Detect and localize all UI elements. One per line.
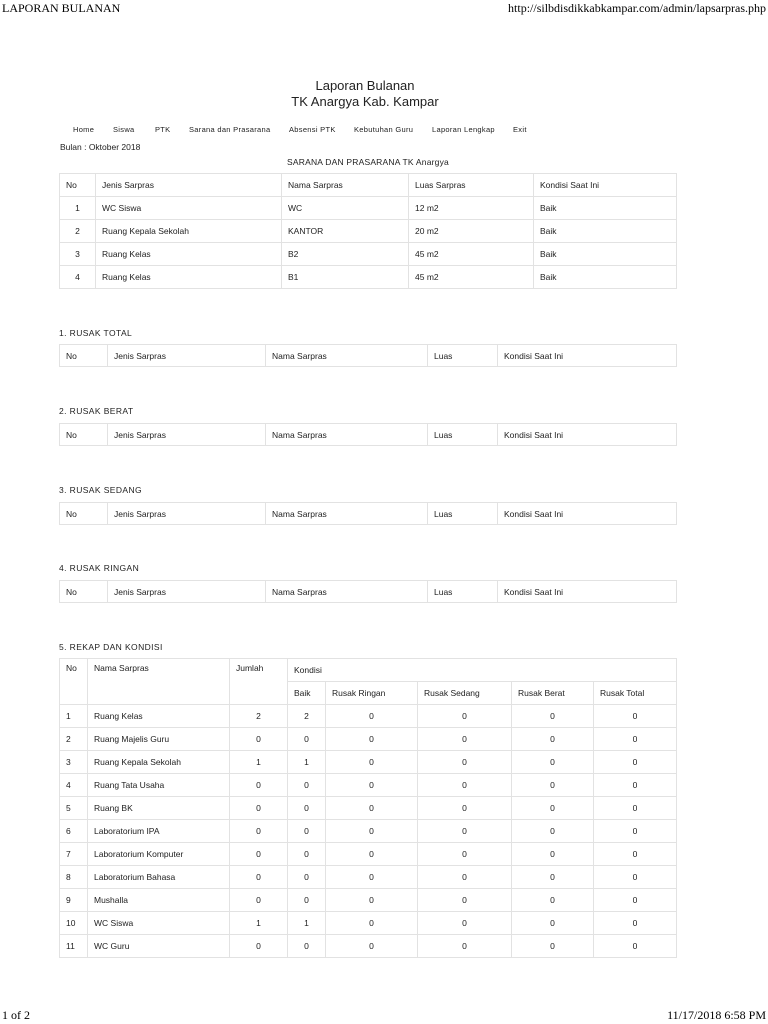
table-cell: 0 — [288, 843, 326, 866]
table-cell: 0 — [594, 820, 677, 843]
nav-home-link[interactable]: Home — [73, 125, 95, 134]
table-cell: 20 m2 — [409, 220, 534, 243]
section-title-rusak-sedang: 3. RUSAK SEDANG — [59, 485, 142, 495]
nav-exit-link[interactable]: Exit — [513, 125, 527, 134]
table-cell: 0 — [288, 889, 326, 912]
table-row — [60, 728, 677, 751]
table-header-cell: Nama Sarpras — [266, 581, 428, 603]
table-cell: 2 — [288, 705, 326, 728]
nav-sarpras-link[interactable]: Sarana dan Prasarana — [189, 125, 271, 134]
table-cell: 0 — [512, 797, 594, 820]
table-cell: 8 — [60, 866, 88, 889]
table-cell: 0 — [230, 820, 288, 843]
table-cell: 0 — [512, 820, 594, 843]
table-cell: 0 — [418, 843, 512, 866]
table-cell: 4 — [60, 774, 88, 797]
table-header-cell: Nama Sarpras — [282, 174, 409, 197]
table-header-cell: Kondisi Saat Ini — [498, 503, 677, 525]
table-cell: 0 — [512, 935, 594, 958]
table-cell: 0 — [230, 935, 288, 958]
table-header-cell: No — [60, 174, 96, 197]
table-cell: 0 — [288, 820, 326, 843]
table-header-row — [60, 581, 677, 603]
table-header-cell: No — [60, 503, 108, 525]
table-header-cell: Rusak Ringan — [326, 682, 418, 705]
table-cell: Ruang BK — [88, 797, 230, 820]
table-cell: 0 — [594, 935, 677, 958]
table-header-cell: Luas — [428, 581, 498, 603]
sarpras-table — [59, 173, 677, 289]
table-header-row — [60, 174, 677, 197]
table-header-row — [60, 345, 677, 367]
table-cell: 1 — [288, 912, 326, 935]
rusak-sedang-table — [59, 502, 677, 525]
table-header-row — [60, 503, 677, 525]
table-row — [60, 889, 677, 912]
table-header-cell: Rusak Total — [594, 682, 677, 705]
table-cell: 45 m2 — [409, 266, 534, 289]
table-row — [60, 820, 677, 843]
table-cell: Ruang Kelas — [88, 705, 230, 728]
table-cell: 0 — [594, 728, 677, 751]
table-cell: 0 — [326, 705, 418, 728]
table-cell: Ruang Kepala Sekolah — [96, 220, 282, 243]
page-number: 1 of 2 — [2, 1008, 30, 1022]
table-header-cell: Jenis Sarpras — [96, 174, 282, 197]
table-cell: 0 — [594, 843, 677, 866]
table-cell: 0 — [418, 889, 512, 912]
section-title-rusak-berat: 2. RUSAK BERAT — [59, 406, 134, 416]
table-cell: 0 — [418, 705, 512, 728]
table-row — [60, 774, 677, 797]
table-cell: 0 — [326, 866, 418, 889]
table-cell: 0 — [230, 774, 288, 797]
table-header-cell: Kondisi Saat Ini — [498, 345, 677, 367]
table-cell: 0 — [326, 889, 418, 912]
table-header-cell: Nama Sarpras — [266, 345, 428, 367]
table-row — [60, 912, 677, 935]
table-header-cell: Luas — [428, 345, 498, 367]
table-row — [60, 935, 677, 958]
table-cell: 0 — [512, 866, 594, 889]
table-cell: 0 — [418, 912, 512, 935]
table-cell: Baik — [534, 220, 677, 243]
table-cell: 0 — [594, 912, 677, 935]
table-header-cell: Jenis Sarpras — [108, 424, 266, 446]
table-cell: 0 — [288, 866, 326, 889]
table-header-row — [60, 424, 677, 446]
table-header-cell: No — [60, 659, 88, 705]
table-cell: KANTOR — [282, 220, 409, 243]
table-row — [60, 866, 677, 889]
table-cell: Mushalla — [88, 889, 230, 912]
table-cell: 1 — [230, 751, 288, 774]
table-cell: 12 m2 — [409, 197, 534, 220]
table-cell: B2 — [282, 243, 409, 266]
table-cell: WC — [282, 197, 409, 220]
table-cell: 0 — [512, 843, 594, 866]
table-cell: Ruang Majelis Guru — [88, 728, 230, 751]
table-cell: 0 — [326, 774, 418, 797]
table-header-cell: Jenis Sarpras — [108, 345, 266, 367]
table-header-row — [60, 659, 677, 682]
table-cell: 1 — [230, 912, 288, 935]
table-cell: 0 — [418, 797, 512, 820]
sarpras-caption: SARANA DAN PRASARANA TK Anargya — [287, 157, 449, 167]
nav-absensi-ptk-link[interactable]: Absensi PTK — [289, 125, 336, 134]
table-cell: 0 — [418, 728, 512, 751]
report-subtitle: TK Anargya Kab. Kampar — [291, 94, 439, 109]
table-cell: 0 — [594, 751, 677, 774]
table-cell: 9 — [60, 889, 88, 912]
table-cell: B1 — [282, 266, 409, 289]
table-header-cell: Rusak Sedang — [418, 682, 512, 705]
table-cell: 0 — [594, 705, 677, 728]
table-row — [60, 843, 677, 866]
table-cell: 0 — [288, 774, 326, 797]
table-cell: 0 — [230, 889, 288, 912]
nav-kebutuhan-guru-link[interactable]: Kebutuhan Guru — [354, 125, 414, 134]
table-cell: 0 — [326, 751, 418, 774]
table-header-cell: Nama Sarpras — [266, 503, 428, 525]
table-cell: 0 — [326, 797, 418, 820]
print-header — [0, 1, 768, 17]
rekap-table — [59, 658, 677, 958]
table-cell: 0 — [418, 751, 512, 774]
table-header-cell: No — [60, 581, 108, 603]
table-cell: Laboratorium Bahasa — [88, 866, 230, 889]
table-cell: Ruang Kelas — [96, 243, 282, 266]
table-header-cell: Nama Sarpras — [266, 424, 428, 446]
table-cell: 0 — [418, 866, 512, 889]
table-cell: 0 — [594, 889, 677, 912]
table-cell: 4 — [60, 266, 96, 289]
table-cell: 3 — [60, 751, 88, 774]
table-cell: 1 — [288, 751, 326, 774]
table-cell: 6 — [60, 820, 88, 843]
table-header-cell: No — [60, 424, 108, 446]
table-header-cell: Jenis Sarpras — [108, 581, 266, 603]
table-row — [60, 220, 677, 243]
nav-ptk-link[interactable]: PTK — [155, 125, 171, 134]
nav-laporan-lengkap-link[interactable]: Laporan Lengkap — [432, 125, 495, 134]
table-cell: WC Guru — [88, 935, 230, 958]
table-row — [60, 266, 677, 289]
table-header-cell: Kondisi Saat Ini — [534, 174, 677, 197]
table-cell: Ruang Kelas — [96, 266, 282, 289]
section-title-rekap: 5. REKAP DAN KONDISI — [59, 642, 163, 652]
table-cell: 0 — [512, 912, 594, 935]
section-title-rusak-ringan: 4. RUSAK RINGAN — [59, 563, 140, 573]
section-title-rusak-total: 1. RUSAK TOTAL — [59, 328, 133, 338]
table-cell: 0 — [288, 935, 326, 958]
table-row — [60, 797, 677, 820]
table-header-cell: Jumlah — [230, 659, 288, 705]
table-cell: 0 — [594, 797, 677, 820]
table-cell: 5 — [60, 797, 88, 820]
table-header-cell: Kondisi Saat Ini — [498, 581, 677, 603]
table-cell: 0 — [288, 797, 326, 820]
table-cell: 0 — [326, 820, 418, 843]
table-header-cell: Luas — [428, 503, 498, 525]
table-cell: 1 — [60, 705, 88, 728]
table-header-cell: No — [60, 345, 108, 367]
print-datetime: 11/17/2018 6:58 PM — [667, 1008, 766, 1022]
table-row — [60, 197, 677, 220]
table-cell: 0 — [512, 751, 594, 774]
table-cell: Ruang Kepala Sekolah — [88, 751, 230, 774]
table-cell: 0 — [512, 705, 594, 728]
table-row — [60, 751, 677, 774]
table-cell: Baik — [534, 197, 677, 220]
table-header-cell: Jenis Sarpras — [108, 503, 266, 525]
table-row — [60, 705, 677, 728]
table-header-cell: Kondisi Saat Ini — [498, 424, 677, 446]
table-header-cell: Baik — [288, 682, 326, 705]
table-header-cell: Rusak Berat — [512, 682, 594, 705]
table-cell: 3 — [60, 243, 96, 266]
table-cell: 0 — [594, 774, 677, 797]
table-cell: Laboratorium IPA — [88, 820, 230, 843]
report-period: Bulan : Oktober 2018 — [60, 142, 141, 152]
table-cell: 2 — [230, 705, 288, 728]
table-cell: 0 — [230, 797, 288, 820]
table-header-cell: Luas Sarpras — [409, 174, 534, 197]
table-cell: 0 — [418, 774, 512, 797]
table-cell: 7 — [60, 843, 88, 866]
print-header-title: LAPORAN BULANAN — [2, 1, 121, 15]
table-header-cell: Nama Sarpras — [88, 659, 230, 705]
table-cell: 2 — [60, 220, 96, 243]
table-cell: WC Siswa — [96, 197, 282, 220]
table-cell: 0 — [230, 728, 288, 751]
table-cell: 0 — [326, 935, 418, 958]
table-cell: Ruang Tata Usaha — [88, 774, 230, 797]
rusak-total-table — [59, 344, 677, 367]
table-cell: 0 — [418, 935, 512, 958]
table-header-cell: Luas — [428, 424, 498, 446]
table-cell: 0 — [512, 889, 594, 912]
table-cell: 11 — [60, 935, 88, 958]
table-row — [60, 243, 677, 266]
table-cell: 0 — [326, 843, 418, 866]
table-cell: 0 — [230, 843, 288, 866]
table-cell: 10 — [60, 912, 88, 935]
table-cell: Laboratorium Komputer — [88, 843, 230, 866]
table-cell: 0 — [512, 774, 594, 797]
table-cell: 0 — [326, 728, 418, 751]
report-title: Laporan Bulanan — [315, 78, 415, 93]
table-cell: 0 — [288, 728, 326, 751]
table-cell: 45 m2 — [409, 243, 534, 266]
table-header-cell: Kondisi — [288, 659, 677, 682]
table-cell: 0 — [418, 820, 512, 843]
table-cell: WC Siswa — [88, 912, 230, 935]
table-cell: Baik — [534, 243, 677, 266]
table-cell: 0 — [512, 728, 594, 751]
rusak-berat-table — [59, 423, 677, 446]
table-cell: 0 — [230, 866, 288, 889]
table-cell: 1 — [60, 197, 96, 220]
table-cell: 2 — [60, 728, 88, 751]
nav-siswa-link[interactable]: Siswa — [113, 125, 135, 134]
rusak-ringan-table — [59, 580, 677, 603]
table-cell: 0 — [326, 912, 418, 935]
table-cell: 0 — [594, 866, 677, 889]
print-header-url: http://silbdisdikkabkampar.com/admin/lapsarpras.php — [508, 1, 766, 15]
print-footer — [0, 1008, 768, 1024]
table-cell: Baik — [534, 266, 677, 289]
